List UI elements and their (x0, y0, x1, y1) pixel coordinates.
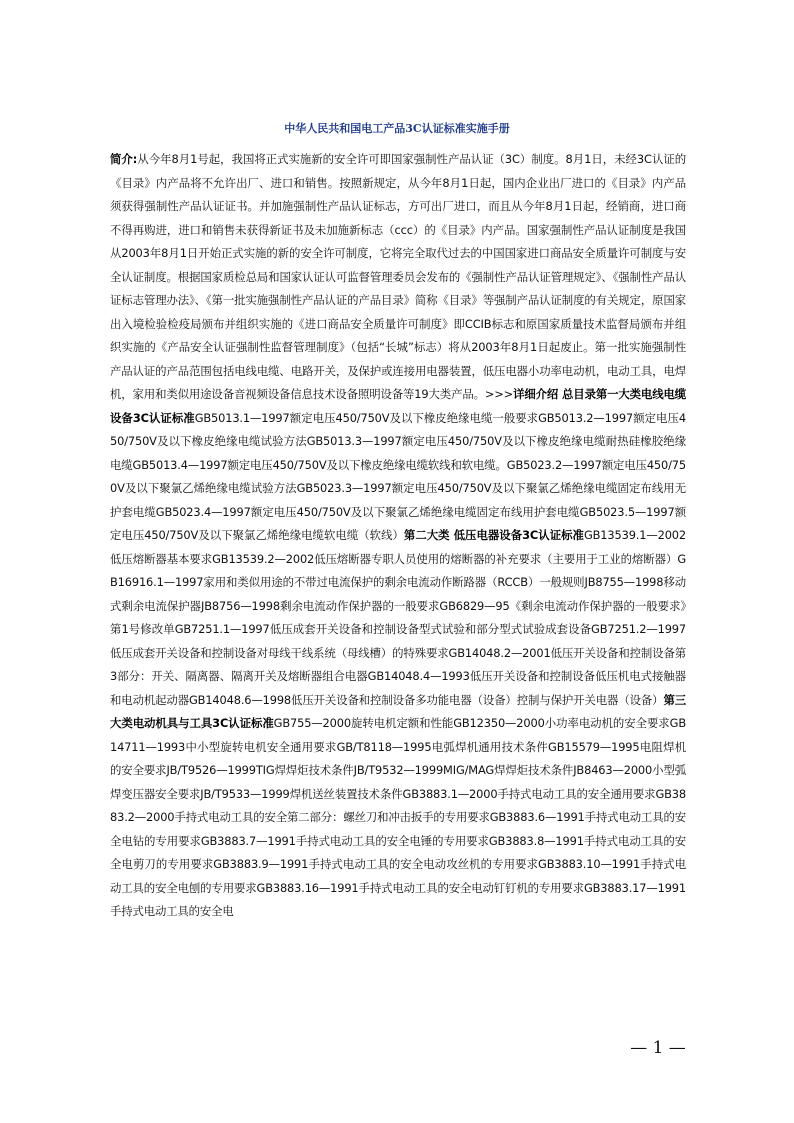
section-heading-1: 详细介绍 总目录第一大类电线电缆设备3C认证标准 (110, 387, 686, 425)
paragraph-low-voltage: GB13539.1—2002低压熔断器基本要求GB13539.2—2002低压熔断器专职人员使用的熔断器的补充要求（主要用于工业的熔断器）GB16916.1—1997家用和类似用途的不带过电流保护的剩余电流动作断路器（RCCB）一般规则JB8755—1998移动式剩余电流保护器JB8756—1998剩余电流动作保护器的一般要求GB6829—95《剩余电流动作保护器的一般要求》第1号修改单GB7251.1—1997低压成套开关设备和控制设备型式试验和部分型式试验成套设备GB7251.2—1997低压成套开关设备和控制设备对母线干线系统（母线槽）的特殊要求GB14048.2—2001低压开关设备和控制设备第3部分：开关、隔离器、隔离开关及熔断器组合电器GB14048.4—1993低压开关设备和控制设备低压机电式接触器和电动机起动器GB14048.6—1998低压开关设备和控制设备多功能电器（设备）控制与保护开关电器（设备） (110, 528, 686, 707)
paragraph-intro: 从今年8月1号起，我国将正式实施新的安全许可即国家强制性产品认证（3C）制度。8月1日，未经3C认证的《目录》内产品将不允许出厂、进口和销售。按照新规定，从今年8月1日起，国内企业出厂进口的《目录》内产品须获得强制性产品认证证书。并加施强制性产品认证标志，方可出厂进口，而且从今年8月1日起，经销商，进口商不得再购进，进口和销售未获得新证书及未加施新标志（ccc）的《目录》内产品。国家强制性产品认证制度是我国从2003年8月1日开始正式实施的新的安全许可制度，它将完全取代过去的中国国家进口商品安全质量许可制度与安全认证制度。根据国家质检总局和国家认证认可监督管理委员会发布的《强制性产品认证管理规定》、《强制性产品认证标志管理办法》、《第一批实施强制性产品认证的产品目录》简称《目录》等强制产品认证制度的有关规定，原国家出入境检验检疫局颁布并组织实施的《进口商品安全质量许可制度》即CCIB标志和原国家质量技术监督局颁布并组织实施的《产品安全认证强制性监督管理制度》（包括“长城”标志）将从2003年8月1日起废止。第一批实施强制性产品认证的产品范围包括电线电缆、电路开关，及保护或连接用电器装置，低压电器小功率电动机，电动工具，电焊机，家用和类似用途设备音视频设备信息技术设备照明设备等19大类产品。 (110, 152, 686, 401)
section-heading-3: 第三大类电动机具与工具3C认证标准 (110, 692, 686, 730)
document-title: 中华人民共和国电工产品3C认证标准实施手册 (284, 122, 510, 135)
section-heading-2: 第二大类 低压电器设备3C认证标准 (403, 528, 584, 542)
paragraph-cables: GB5013.1—1997额定电压450/750V及以下橡皮绝缘电缆一般要求GB5013.2—1997额定电压450/750V及以下橡皮绝缘电缆试验方法GB5013.3—1997额定电压450/750V及以下橡皮绝缘电缆耐热硅橡胶绝缘电缆GB5013.4—1997额定电压450/750V及以下橡皮绝缘电缆软线和软电缆。GB5023.2—1997额定电压450/750V及以下聚氯乙烯绝缘电缆试验方法GB5023.3—1997额定电压450/750V及以下聚氯乙烯绝缘电缆固定布线用无护套电缆GB5023.4—1997额定电压450/750V及以下聚氯乙烯绝缘电缆固定布线用护套电缆GB5023.5—1997额定电压450/750V及以下聚氯乙烯绝缘电缆软电缆（软线） (110, 410, 686, 542)
intro-label: 简介: (110, 152, 138, 166)
more-link[interactable]: >>> (484, 387, 514, 401)
document-body (110, 148, 686, 924)
paragraph-motors-tools: GB755—2000旋转电机定额和性能GB12350—2000小功率电动机的安全要求GB14711—1993中小型旋转电机安全通用要求GB/T8118—1995电弧焊机通用技术条件GB15579—1995电阻焊机的安全要求JB/T9526—1999TIG焊焊炬技术条件JB/T9532—1999MIG/MAG焊焊炬技术条件JB8463—2000小型弧焊变压器安全要求JB/T9533—1999焊机送丝装置技术条件GB3883.1—2000手持式电动工具的安全通用要求GB3883.2—2000手持式电动工具的安全第二部分：螺丝刀和冲击扳手的专用要求GB3883.6—1991手持式电动工具的安全电钻的专用要求GB3883.7—1991手持式电动工具的安全电锤的专用要求GB3883.8—1991手持式电动工具的安全电剪刀的专用要求GB3883.9—1991手持式电动工具的安全电动攻丝机的专用要求GB3883.10—1991手持式电动工具的安全电刨的专用要求GB3883.16—1991手持式电动工具的安全电动钉钉机的专用要求GB3883.17—1991手持式电动工具的安全电 (110, 716, 686, 918)
page-number: — 1 — (630, 1038, 686, 1058)
